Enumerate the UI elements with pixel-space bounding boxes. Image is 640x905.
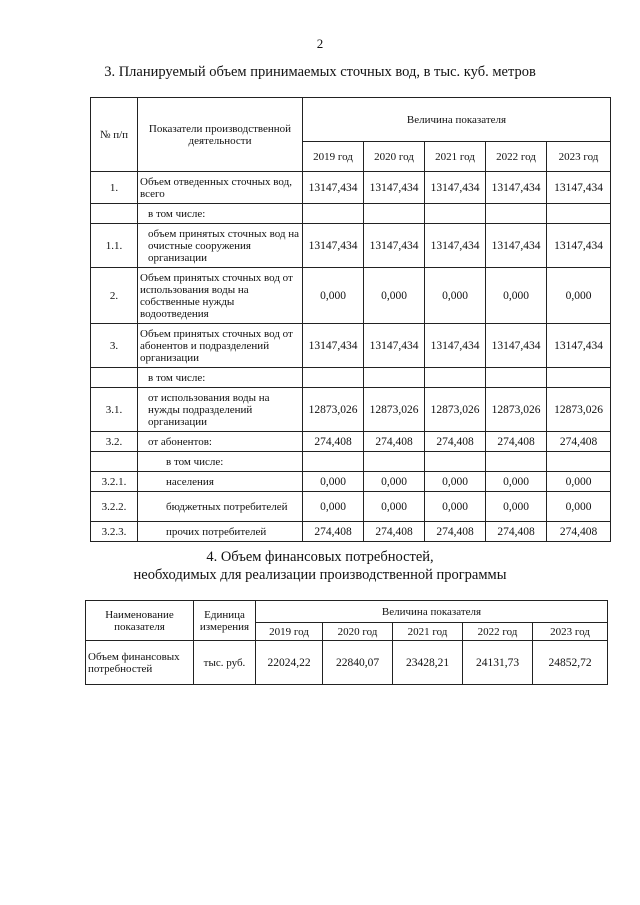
row-num: 1.1. — [91, 224, 138, 268]
header-value: Величина показателя — [256, 601, 608, 623]
row-label: Объем принятых сточных вод от абонентов и подразделений организации — [138, 324, 303, 368]
row-value: 13147,434 — [486, 324, 547, 368]
header-year: 2019 год — [303, 142, 364, 172]
row-value: 13147,434 — [303, 172, 364, 204]
table-row — [91, 204, 611, 224]
table-row — [91, 522, 611, 542]
row-value: 274,408 — [425, 432, 486, 452]
row-value: 0,000 — [425, 472, 486, 492]
row-value: 274,408 — [547, 522, 611, 542]
row-value: 24852,72 — [533, 641, 608, 685]
section3-title: 3. Планируемый объем принимаемых сточных вод, в тыс. куб. метров — [104, 64, 536, 80]
row-value: 274,408 — [364, 522, 425, 542]
row-value: 13147,434 — [364, 224, 425, 268]
row-value: 22840,07 — [323, 641, 393, 685]
row-value: 12873,026 — [547, 388, 611, 432]
row-value: 0,000 — [364, 472, 425, 492]
header-year: 2020 год — [364, 142, 425, 172]
row-value: 0,000 — [486, 268, 547, 324]
row-value: 22024,22 — [256, 641, 323, 685]
row-value: 13147,434 — [364, 172, 425, 204]
row-label: в том числе: — [138, 368, 303, 388]
row-value — [425, 368, 486, 388]
row-unit: тыс. руб. — [194, 641, 256, 685]
page-number: 2 — [316, 36, 324, 51]
row-label: в том числе: — [138, 452, 303, 472]
table-row — [91, 224, 611, 268]
row-value: 24131,73 — [463, 641, 533, 685]
header-value: Величина показателя — [303, 98, 611, 142]
row-num — [91, 368, 138, 388]
table-row — [91, 324, 611, 368]
header-year: 2023 год — [547, 142, 611, 172]
section4-title-line1: 4. Объем финансовых потребностей, — [206, 549, 434, 565]
row-value: 0,000 — [364, 492, 425, 522]
header-year: 2021 год — [425, 142, 486, 172]
row-label: Объем отведенных сточных вод, всего — [138, 172, 303, 204]
header-year: 2022 год — [463, 623, 533, 641]
row-value: 23428,21 — [393, 641, 463, 685]
header-year: 2022 год — [486, 142, 547, 172]
header-year: 2020 год — [323, 623, 393, 641]
row-value — [547, 368, 611, 388]
row-value: 0,000 — [303, 492, 364, 522]
row-value — [486, 452, 547, 472]
row-num: 3.2. — [91, 432, 138, 452]
row-value: 0,000 — [547, 472, 611, 492]
row-value — [486, 368, 547, 388]
row-value — [364, 204, 425, 224]
row-value: 0,000 — [547, 492, 611, 522]
row-value: 12873,026 — [303, 388, 364, 432]
table-row — [91, 172, 611, 204]
row-value — [486, 204, 547, 224]
row-value: 274,408 — [547, 432, 611, 452]
row-value: 13147,434 — [547, 172, 611, 204]
section4-title-line2: необходимых для реализации производственной программы — [133, 567, 507, 583]
row-num: 2. — [91, 268, 138, 324]
table-row — [91, 388, 611, 432]
row-num: 3.2.2. — [91, 492, 138, 522]
table-row — [91, 432, 611, 452]
row-label: прочих потребителей — [138, 522, 303, 542]
row-num — [91, 452, 138, 472]
row-value: 0,000 — [486, 492, 547, 522]
row-num: 3.1. — [91, 388, 138, 432]
row-value: 274,408 — [425, 522, 486, 542]
row-value: 13147,434 — [547, 224, 611, 268]
table-row — [91, 472, 611, 492]
row-value: 13147,434 — [486, 172, 547, 204]
row-label: от абонентов: — [138, 432, 303, 452]
row-value: 0,000 — [364, 268, 425, 324]
row-label: в том числе: — [138, 204, 303, 224]
row-label: объем принятых сточных вод на очистные сооружения организации — [138, 224, 303, 268]
row-value: 0,000 — [486, 472, 547, 492]
row-value: 0,000 — [425, 268, 486, 324]
row-value — [547, 452, 611, 472]
row-label: от использования воды на нужды подразделений организации — [138, 388, 303, 432]
row-value: 274,408 — [303, 522, 364, 542]
row-value: 0,000 — [303, 268, 364, 324]
row-value: 13147,434 — [425, 224, 486, 268]
row-value: 0,000 — [303, 472, 364, 492]
financial-needs-table — [85, 600, 608, 685]
row-value: 13147,434 — [303, 224, 364, 268]
row-value — [303, 452, 364, 472]
row-value: 13147,434 — [425, 324, 486, 368]
row-value — [364, 452, 425, 472]
row-value: 274,408 — [486, 432, 547, 452]
row-value: 0,000 — [425, 492, 486, 522]
table-row — [86, 641, 608, 685]
row-value: 274,408 — [486, 522, 547, 542]
row-value: 274,408 — [303, 432, 364, 452]
header-name: Наименование показателя — [86, 601, 194, 641]
row-value — [547, 204, 611, 224]
row-value — [303, 204, 364, 224]
row-value: 13147,434 — [486, 224, 547, 268]
row-value: 274,408 — [364, 432, 425, 452]
row-label: бюджетных потребителей — [138, 492, 303, 522]
table-row — [91, 368, 611, 388]
row-value — [364, 368, 425, 388]
row-value: 12873,026 — [425, 388, 486, 432]
table-row — [91, 268, 611, 324]
header-num: № п/п — [91, 98, 138, 172]
table-row — [91, 492, 611, 522]
row-num: 3.2.1. — [91, 472, 138, 492]
row-label: Объем принятых сточных вод от использования воды на собственные нужды водоотведения — [138, 268, 303, 324]
section4-title — [0, 548, 640, 584]
wastewater-volume-table — [90, 97, 611, 542]
row-value — [303, 368, 364, 388]
row-value: 13147,434 — [303, 324, 364, 368]
row-value: 12873,026 — [486, 388, 547, 432]
row-value: 13147,434 — [547, 324, 611, 368]
row-value: 0,000 — [547, 268, 611, 324]
row-label: населения — [138, 472, 303, 492]
row-value — [425, 452, 486, 472]
header-unit: Единица измерения — [194, 601, 256, 641]
header-year: 2023 год — [533, 623, 608, 641]
row-num: 3. — [91, 324, 138, 368]
row-value — [425, 204, 486, 224]
row-value: 12873,026 — [364, 388, 425, 432]
table-row — [91, 452, 611, 472]
row-num: 3.2.3. — [91, 522, 138, 542]
row-label: Объем финансовых потребностей — [86, 641, 194, 685]
header-year: 2021 год — [393, 623, 463, 641]
row-num — [91, 204, 138, 224]
header-year: 2019 год — [256, 623, 323, 641]
row-value: 13147,434 — [425, 172, 486, 204]
row-value: 13147,434 — [364, 324, 425, 368]
row-num: 1. — [91, 172, 138, 204]
header-indicator: Показатели производственной деятельности — [138, 98, 303, 172]
